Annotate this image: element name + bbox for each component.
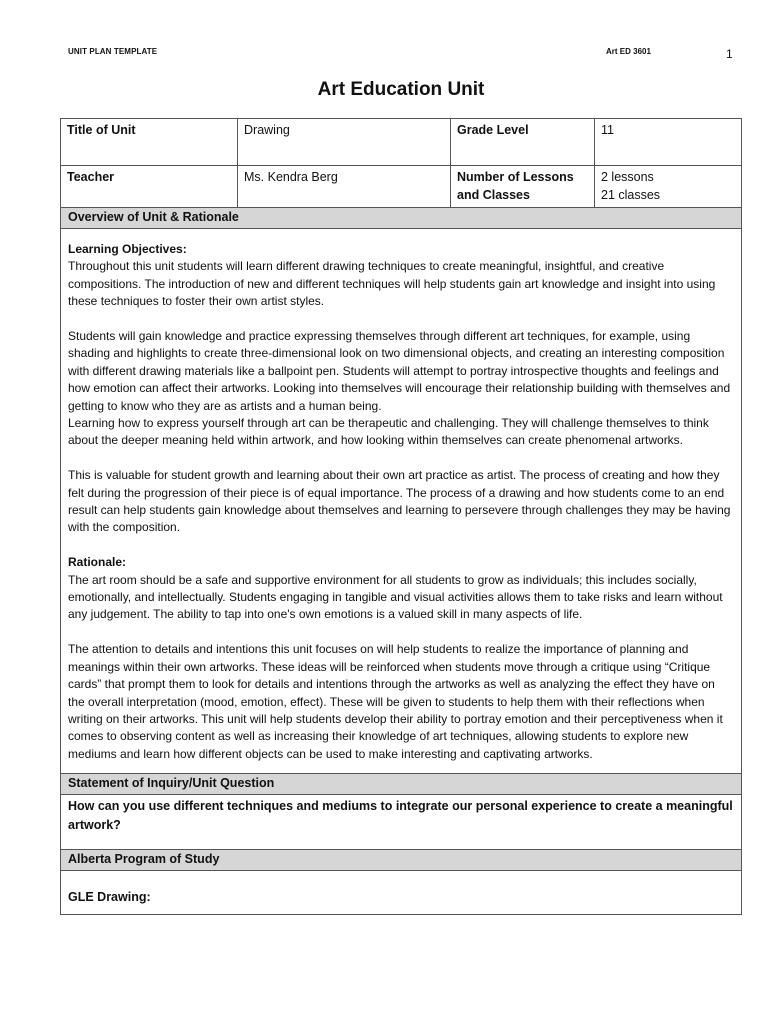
grade-level-label: Grade Level <box>451 119 595 166</box>
learning-objectives-heading: Learning Objectives: <box>68 242 187 256</box>
program-of-study-heading: Alberta Program of Study <box>61 850 742 871</box>
paragraph: This is valuable for student growth and learning about their own art practice as artist. The process of creating and how they felt during the progression of their piece is of equal importance. The process of a drawing and how students come to an end result can help students gain knowledge about themselves and learning to persevere through challenges they may be having with the composition. <box>68 468 731 535</box>
overview-heading: Overview of Unit & Rationale <box>61 208 742 229</box>
document-title: Art Education Unit <box>317 79 485 100</box>
paragraph <box>68 328 734 450</box>
learning-objectives-block <box>68 241 734 311</box>
paragraph: The art room should be a safe and supportive environment for all students to grow as individuals; this includes socially, emotionally, and intellectually. Students engaging in tangible and visual activities allows them to take risks and learn without any judgement. The ability to tap into one's own emotions is a valued skill in many aspects of life. <box>68 572 723 622</box>
table-row <box>61 166 742 208</box>
table-row <box>61 795 742 850</box>
number-of-lessons-value <box>595 166 742 208</box>
inquiry-question: How can you use different techniques and mediums to integrate our personal experience to create a meaningful artwork? <box>61 795 742 850</box>
number-of-lessons-label: Number of Lessons and Classes <box>451 166 595 208</box>
table-row <box>61 871 742 915</box>
grade-level-value: 11 <box>595 119 742 166</box>
title-of-unit-value: Drawing <box>238 119 451 166</box>
paragraph-text: Learning how to express yourself through art can be therapeutic and challenging. They will challenge themselves to think about the deeper meaning held within artwork, and how looking within themselves can create phenomenal artworks. <box>68 416 709 448</box>
paragraph: Throughout this unit students will learn different drawing techniques to create meaningful, insightful, and creative compositions. The introduction of new and different techniques will help students gain art knowledge and insight into using these techniques to foster their own artist styles. <box>68 259 716 309</box>
table-row <box>61 229 742 774</box>
gle-drawing-label: GLE Drawing: <box>61 871 742 915</box>
page-number: 1 <box>726 47 733 61</box>
rationale-block <box>68 554 734 624</box>
overview-body <box>61 229 742 774</box>
section-heading-row <box>61 208 742 229</box>
section-heading-row <box>61 774 742 795</box>
table-row <box>61 119 742 166</box>
paragraph-text: Students will gain knowledge and practice expressing themselves through different art techniques, for example, using shading and highlights to create three-dimensional look on two dimensional objects, and creating an interesting composition with different drawing materials like a ballpoint pen. Students will attempt to portray introspective thoughts and feelings and how emotion can affect their artworks. Looking into themselves will encourage their relationship building with themselves and getting to know who they are as artists and a human being. <box>68 329 731 413</box>
teacher-value: Ms. Kendra Berg <box>238 166 451 208</box>
title-of-unit-label: Title of Unit <box>61 119 238 166</box>
unit-plan-table <box>60 118 742 915</box>
lessons-count: 2 lessons <box>601 170 654 184</box>
paragraph: The attention to details and intentions this unit focuses on will help students to realize the importance of planning and meanings within their own artworks. These ideas will be reinforced when students move through a critique using “Critique cards” that prompt them to look for details and intentions through the artworks as well as analyzing the effect they have on the overall interpretation (mood, emotion, effect). These will be given to students to help them with their reflections when writing on their artworks. This unit will help students develop their ability to portray emotion and their perceptiveness when it comes to observing content as well as increasing their knowledge of art techniques, allowing students to explore new mediums and learn how different objects can be used to make interesting and captivating artworks. <box>68 642 723 761</box>
section-heading-row <box>61 850 742 871</box>
document-header-right: Art ED 3601 <box>606 47 651 56</box>
document-header-left: UNIT PLAN TEMPLATE <box>68 47 158 56</box>
rationale-heading: Rationale: <box>68 555 127 570</box>
teacher-label: Teacher <box>61 166 238 208</box>
classes-count: 21 classes <box>601 188 661 202</box>
inquiry-heading: Statement of Inquiry/Unit Question <box>61 774 742 795</box>
